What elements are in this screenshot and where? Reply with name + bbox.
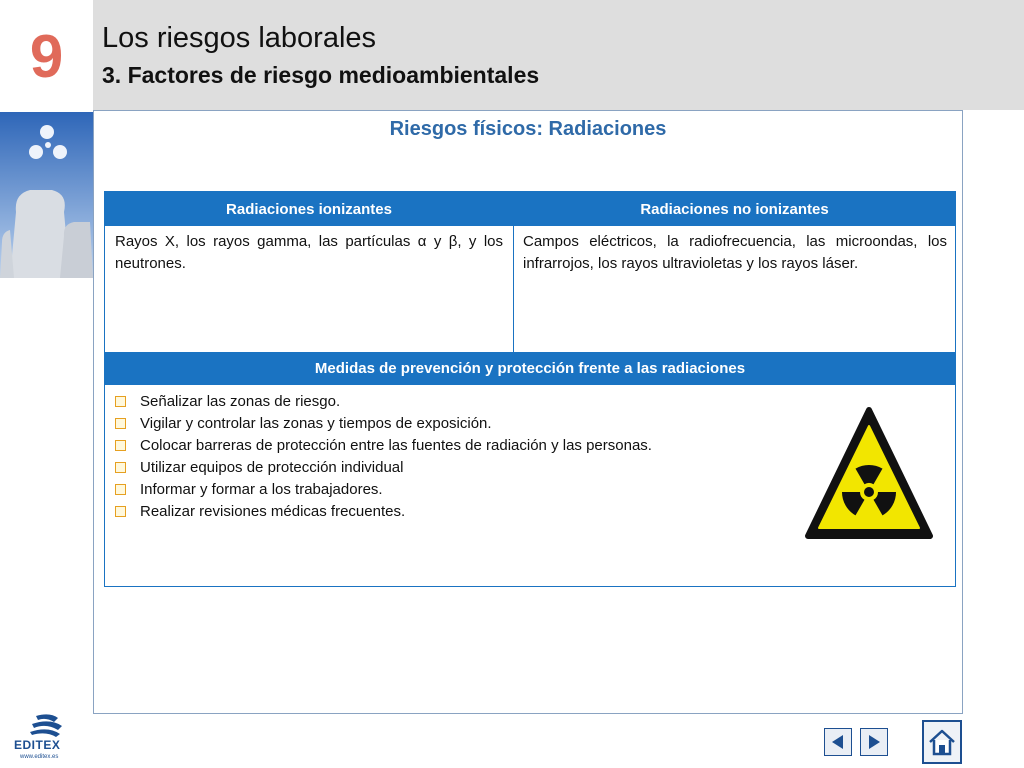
next-slide-button[interactable]	[860, 728, 888, 756]
section-title: Riesgos físicos: Radiaciones	[389, 118, 667, 140]
home-icon	[927, 727, 957, 757]
triangle-left-icon	[829, 733, 847, 751]
home-button[interactable]	[922, 720, 962, 764]
non-ionizing-description: Campos eléctricos, la radiofrecuencia, las microondas, los infrarrojos, los rayos ultravioletas y los rayos láser.	[523, 233, 947, 272]
list-item: Señalizar las zonas de riesgo.	[115, 390, 652, 412]
editex-url: www.editex.es	[20, 754, 59, 760]
triangle-right-icon	[865, 733, 883, 751]
measures-list	[115, 390, 652, 522]
header-bar	[93, 0, 1024, 110]
chapter-number: 9	[29, 22, 64, 90]
previous-slide-button[interactable]	[824, 728, 852, 756]
column-divider	[513, 192, 514, 352]
measures-header: Medidas de prevención y protección frente a las radiaciones	[105, 352, 955, 385]
page-subtitle: 3. Factores de riesgo medioambientales	[102, 62, 540, 88]
bullet-icon	[115, 506, 126, 517]
list-item: Informar y formar a los trabajadores.	[115, 478, 652, 500]
bullet-icon	[115, 396, 126, 407]
list-item: Utilizar equipos de protección individual	[115, 456, 652, 478]
nuclear-plant-thumbnail	[0, 112, 93, 278]
radiation-hazard-sign-icon	[804, 406, 934, 542]
header-ionizing: Radiaciones ionizantes	[105, 192, 513, 226]
list-item: Vigilar y controlar las zonas y tiempos de exposición.	[115, 412, 652, 434]
page-title: Los riesgos laborales	[102, 22, 377, 54]
bullet-icon	[115, 418, 126, 429]
bullet-icon	[115, 440, 126, 451]
header-non-ionizing: Radiaciones no ionizantes	[514, 192, 955, 226]
list-item: Realizar revisiones médicas frecuentes.	[115, 500, 652, 522]
bullet-icon	[115, 484, 126, 495]
bullet-icon	[115, 462, 126, 473]
list-item: Colocar barreras de protección entre las fuentes de radiación y las personas.	[115, 434, 652, 456]
editex-logo-text: EDITEX	[14, 738, 61, 752]
ionizing-description: Rayos X, los rayos gamma, las partículas α y β, y los neutrones.	[115, 233, 503, 272]
